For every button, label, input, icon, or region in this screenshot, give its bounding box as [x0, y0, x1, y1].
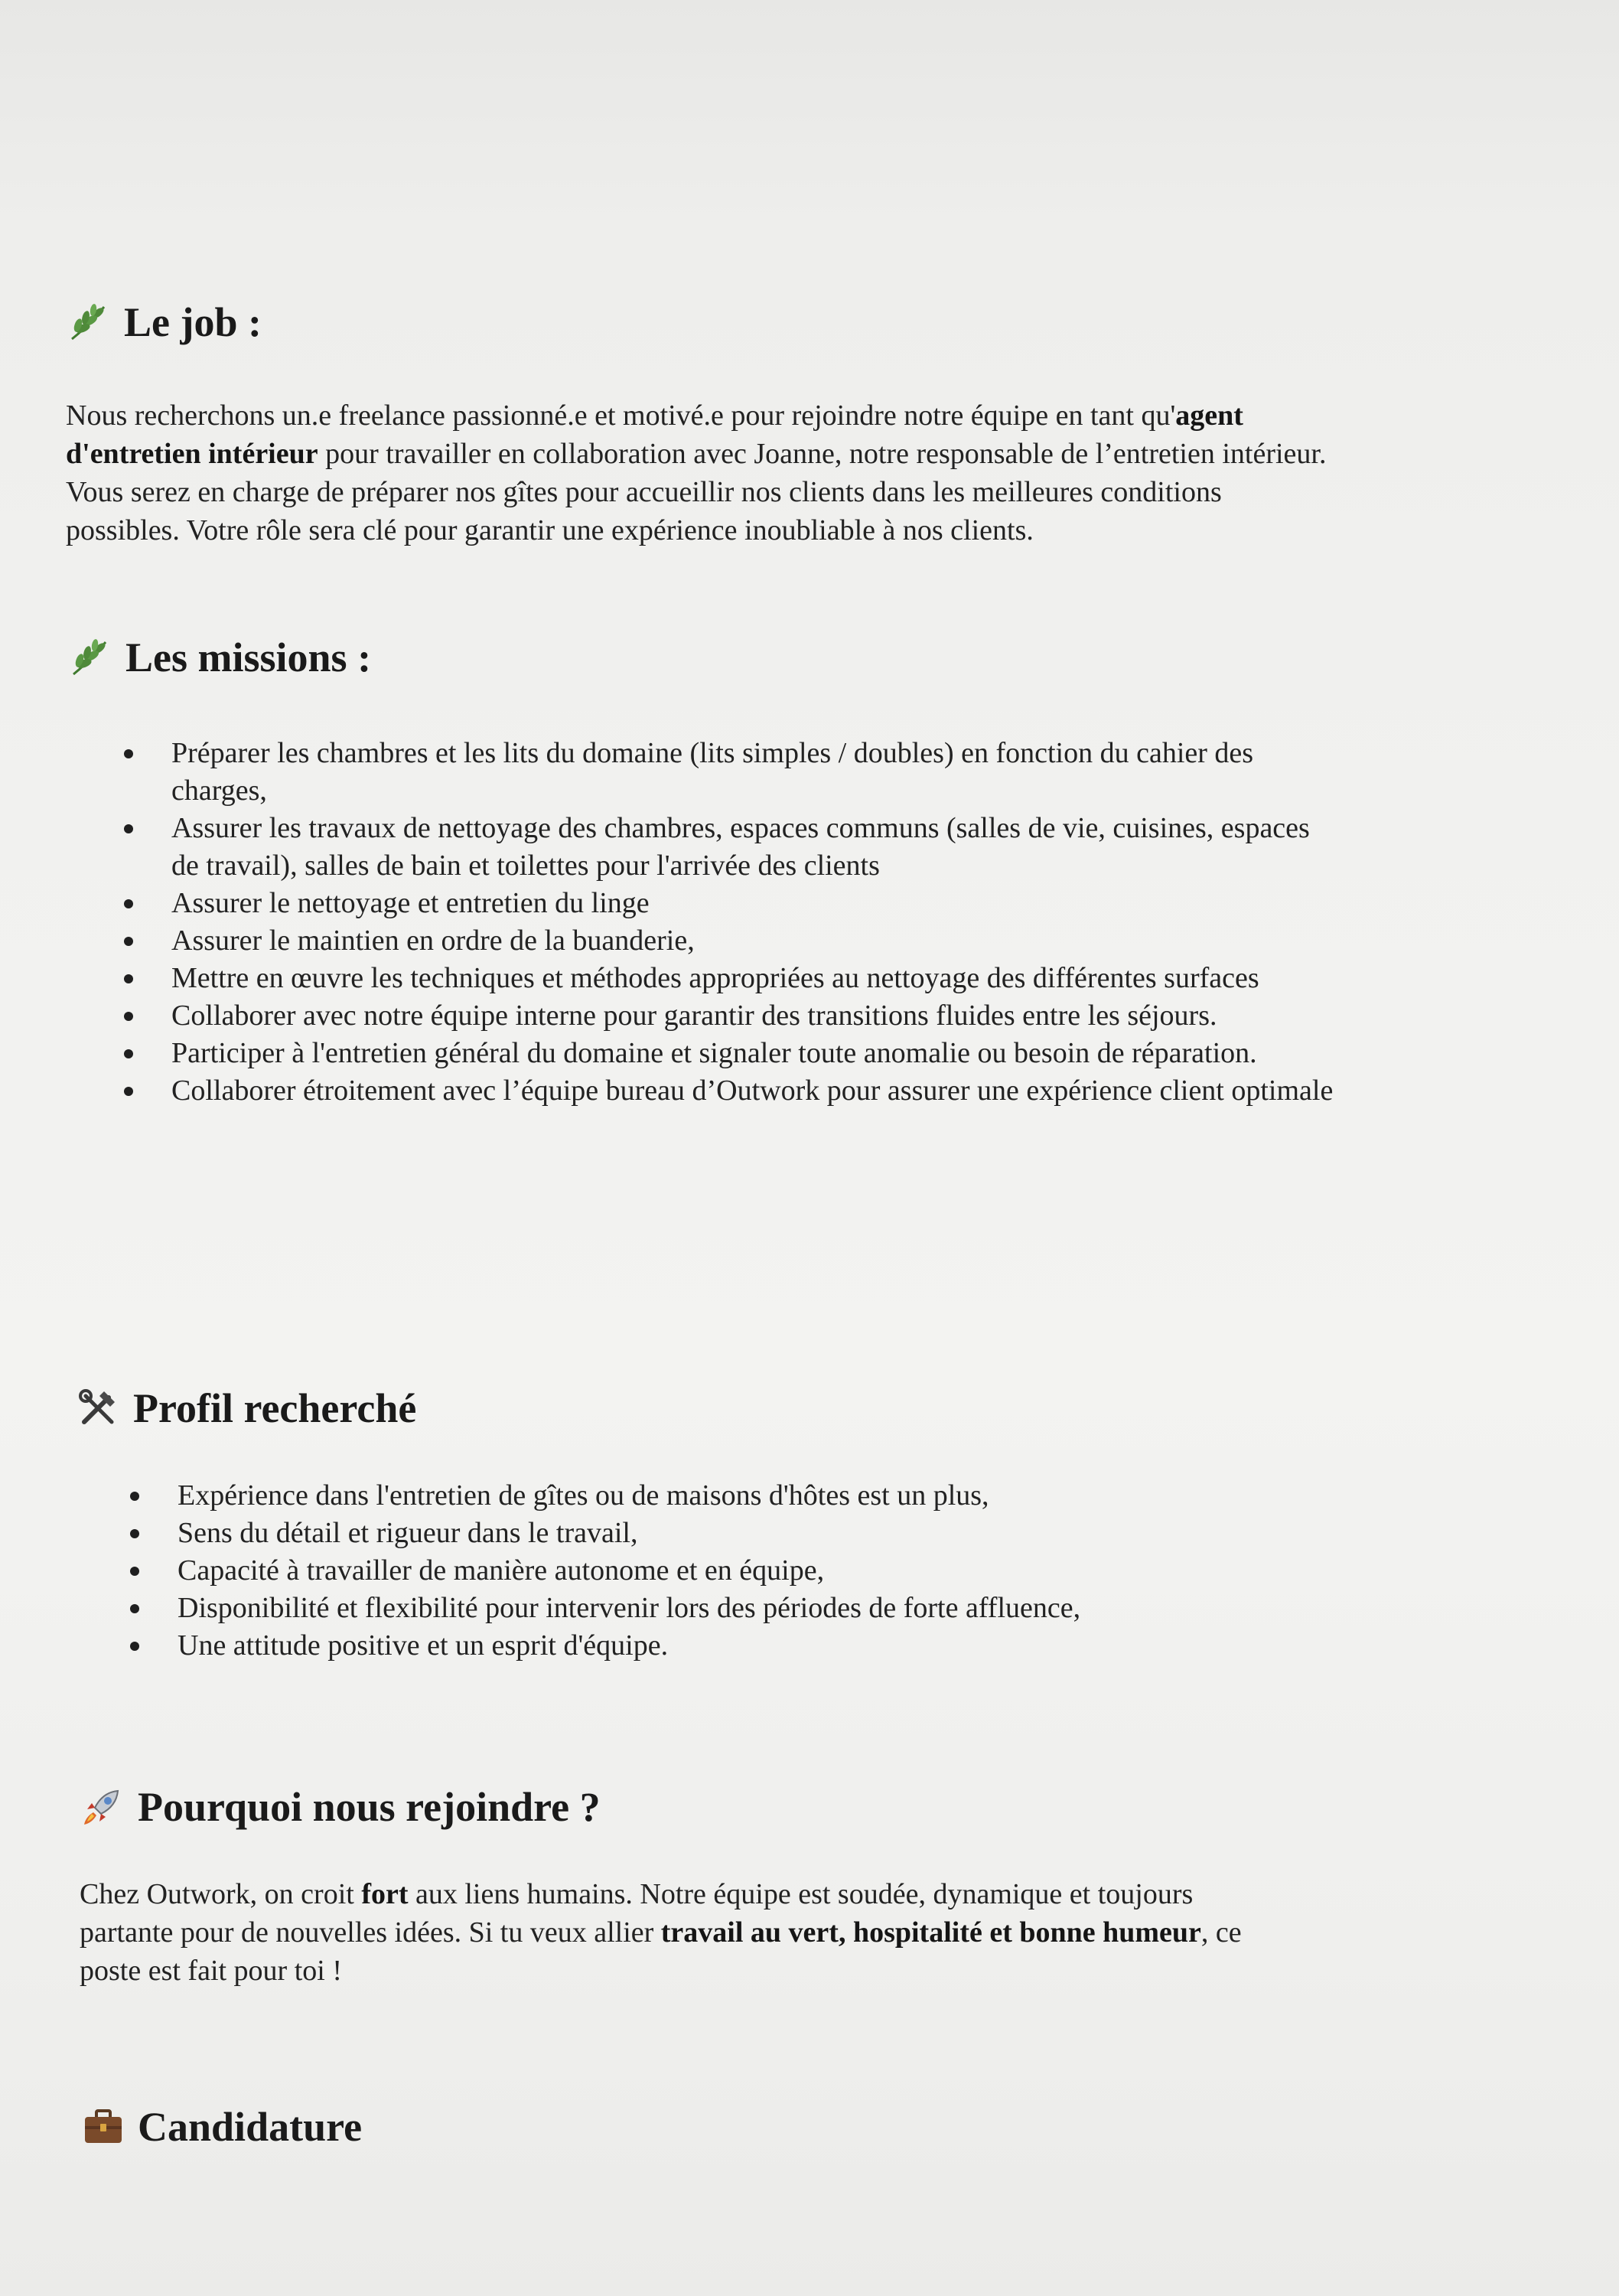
- pourquoi-description: Chez Outwork, on croit fort aux liens humains. Notre équipe est soudée, dynamique et toujours partante pour de nouvelles idées. Si tu veux allier travail au vert, hospitalité et bonne humeur, ce poste est fait pour toi !: [80, 1878, 1242, 1987]
- bullet-icon: [130, 1642, 139, 1651]
- profil-list: [178, 1477, 1325, 1665]
- heading-text: Profil recherché: [133, 1385, 417, 1431]
- list-item: Disponibilité et flexibilité pour intervenir lors des périodes de forte affluence,: [178, 1590, 1325, 1627]
- job-title-highlight: agent d'entretien intérieur: [66, 400, 1243, 470]
- tools-icon: [77, 1387, 119, 1430]
- bullet-icon: [124, 899, 133, 908]
- list-item: Collaborer étroitement avec l’équipe bureau d’Outwork pour assurer une expérience client optimale: [171, 1072, 1334, 1110]
- heading-profil-recherche: [77, 1387, 416, 1430]
- heading-candidature: [83, 2106, 362, 2148]
- list-item: Assurer le maintien en ordre de la buanderie,: [171, 922, 1334, 960]
- heading-text: Les missions :: [125, 634, 372, 680]
- list-item: Participer à l'entretien général du domaine et signaler toute anomalie ou besoin de réparation.: [171, 1035, 1334, 1072]
- missions-list: [171, 735, 1334, 1110]
- bullet-icon: [124, 974, 133, 983]
- list-item: Sens du détail et rigueur dans le travail,: [178, 1515, 1325, 1552]
- rocket-icon: [80, 1785, 124, 1829]
- job-description: [66, 396, 1336, 550]
- heading-le-job: [67, 299, 262, 345]
- bullet-icon: [124, 1087, 133, 1096]
- list-item: Préparer les chambres et les lits du domaine (lits simples / doubles) en fonction du cahier des charges,: [171, 735, 1334, 810]
- list-item: Assurer le nettoyage et entretien du linge: [171, 885, 1334, 922]
- heading-text: Candidature: [138, 2104, 363, 2150]
- bullet-icon: [124, 937, 133, 946]
- heading-les-missions: [69, 634, 372, 680]
- leaf-icon: [69, 638, 112, 677]
- bullet-icon: [124, 1012, 133, 1021]
- bullet-icon: [130, 1604, 139, 1613]
- bullet-icon: [124, 824, 133, 833]
- list-item: Collaborer avec notre équipe interne pour garantir des transitions fluides entre les séjours.: [171, 997, 1334, 1035]
- leaf-icon: [67, 302, 110, 342]
- job-description-part2: pour travailler en collaboration avec Joanne, notre responsable de l’entretien intérieur. Vous serez en charge de préparer nos gîtes pour accueillir nos clients dans les meilleures conditions possibles. Votre rôle sera clé pour garantir une expérience inoubliable à nos clients.: [66, 438, 1327, 546]
- list-item: Expérience dans l'entretien de gîtes ou de maisons d'hôtes est un plus,: [178, 1477, 1325, 1515]
- list-item: Assurer les travaux de nettoyage des chambres, espaces communs (salles de vie, cuisines, espaces de travail), salles de bain et toilettes pour l'arrivée des clients: [171, 810, 1334, 885]
- bullet-icon: [124, 749, 133, 758]
- bullet-icon: [124, 1049, 133, 1058]
- list-item: Capacité à travailler de manière autonome et en équipe,: [178, 1552, 1325, 1590]
- highlight-fort: fort: [361, 1878, 409, 1910]
- bullet-icon: [130, 1567, 139, 1576]
- bullet-icon: [130, 1492, 139, 1501]
- list-item: Une attitude positive et un esprit d'équipe.: [178, 1627, 1325, 1665]
- job-description-part1: Nous recherchons un.e freelance passionné.e et motivé.e pour rejoindre notre équipe en tant qu': [66, 400, 1176, 432]
- list-item: Mettre en œuvre les techniques et méthodes appropriées au nettoyage des différentes surfaces: [171, 960, 1334, 997]
- heading-pourquoi-nous-rejoindre: [80, 1785, 601, 1829]
- heading-text: Le job :: [124, 299, 262, 345]
- highlight-values: travail au vert, hospitalité et bonne humeur: [660, 1916, 1201, 1949]
- heading-text: Pourquoi nous rejoindre ?: [138, 1784, 601, 1830]
- briefcase-icon: [83, 2108, 124, 2146]
- bullet-icon: [130, 1529, 139, 1538]
